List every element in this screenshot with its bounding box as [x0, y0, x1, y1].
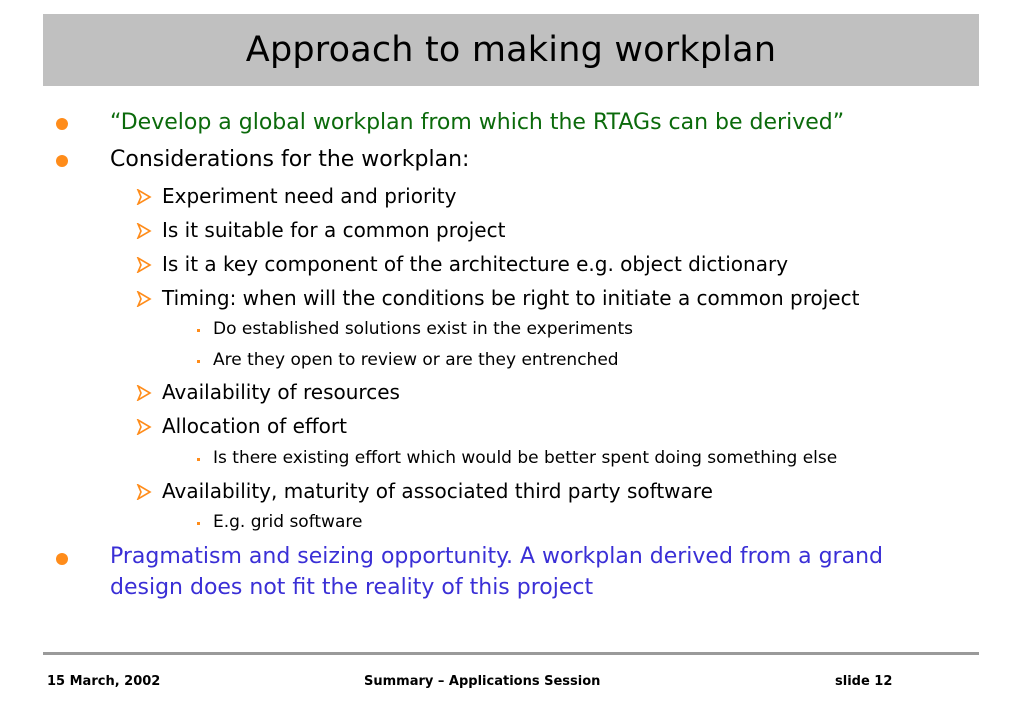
subitem: Is it a key component of the architecture e.g. object dictionary [162, 252, 789, 276]
subsubitem: Are they open to review or are they entrenched [213, 350, 619, 370]
footer-divider [43, 652, 979, 655]
bullet-dot-icon [56, 155, 68, 167]
bullet-pragmatism-line1: Pragmatism and seizing opportunity. A workplan derived from a grand [110, 544, 883, 569]
arrow-bullet-icon [136, 419, 152, 435]
bullet-quote: “Develop a global workplan from which the RTAGs can be derived” [110, 110, 845, 135]
subitem: Experiment need and priority [162, 184, 457, 208]
footer-title: Summary – Applications Session [364, 674, 601, 689]
subsubitem: Is there existing effort which would be better spent doing something else [213, 448, 838, 468]
subsubitem: E.g. grid software [213, 512, 363, 532]
arrow-bullet-icon [136, 189, 152, 205]
subitem: Availability of resources [162, 380, 400, 404]
title-bar [43, 14, 979, 86]
subitem: Timing: when will the conditions be right to initiate a common project [162, 286, 860, 310]
subitem: Allocation of effort [162, 414, 347, 438]
subsubitem: Do established solutions exist in the experiments [213, 319, 633, 339]
footer-date: 15 March, 2002 [47, 674, 161, 689]
bullet-pragmatism-line2: design does not fit the reality of this project [110, 575, 594, 600]
subitem: Is it suitable for a common project [162, 218, 506, 242]
arrow-bullet-icon [136, 291, 152, 307]
footer-slide-number: slide 12 [835, 674, 893, 689]
square-bullet-icon [197, 522, 200, 525]
arrow-bullet-icon [136, 223, 152, 239]
bullet-dot-icon [56, 553, 68, 565]
square-bullet-icon [197, 458, 200, 461]
slide-title: Approach to making workplan [245, 30, 777, 70]
arrow-bullet-icon [136, 484, 152, 500]
arrow-bullet-icon [136, 257, 152, 273]
square-bullet-icon [197, 360, 200, 363]
subitem: Availability, maturity of associated third party software [162, 479, 713, 503]
bullet-considerations: Considerations for the workplan: [110, 147, 470, 172]
square-bullet-icon [197, 329, 200, 332]
arrow-bullet-icon [136, 385, 152, 401]
bullet-dot-icon [56, 118, 68, 130]
